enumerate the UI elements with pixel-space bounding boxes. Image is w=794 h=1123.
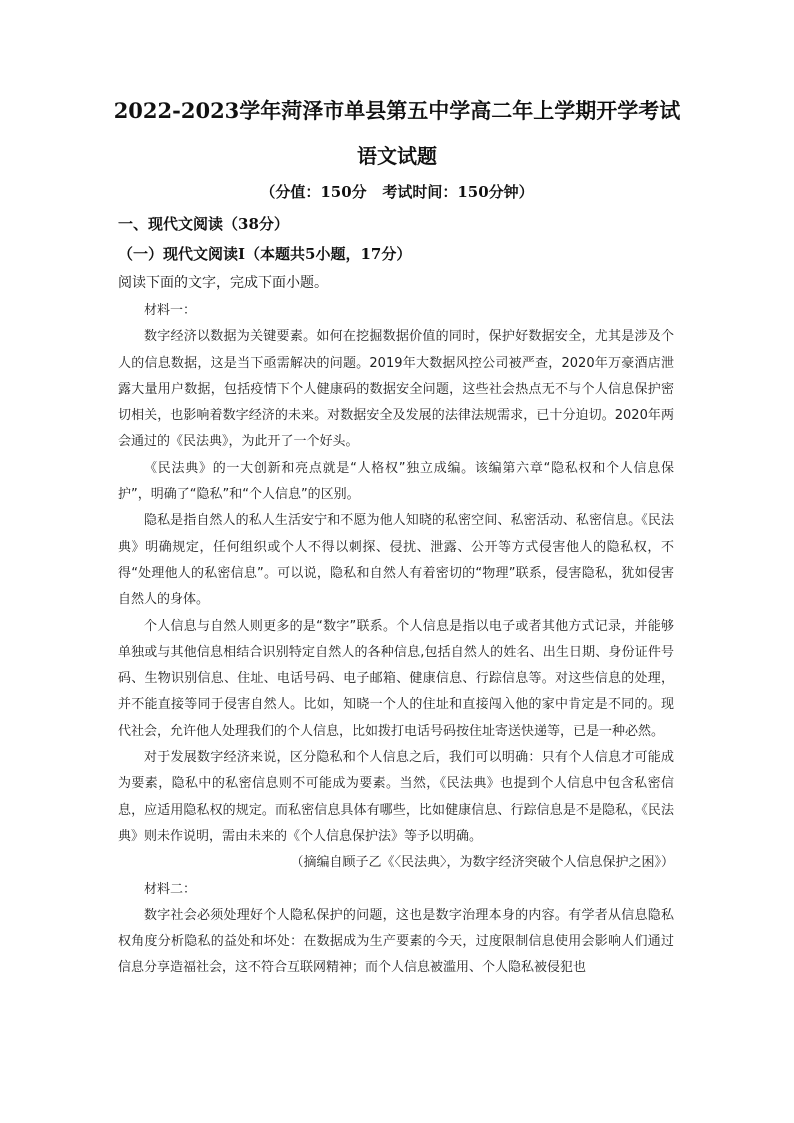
- material-two-paragraph: 数字社会必须处理好个人隐私保护的问题，这也是数字治理本身的内容。有学者从信息隐私权角度分析隐私的益处和坏处：在数据成为生产要素的今天，过度限制信息使用会影响人们通过信息分享造福社会，这不符合互联网精神；而个人信息被滥用、个人隐私被侵犯也: [118, 907, 674, 976]
- exam-info: （分值：150分 考试时间：150分钟）: [260, 183, 534, 201]
- material-one-paragraph: 对于发展数字经济来说，区分隐私和个人信息之后，我们可以明确：只有个人信息才可能成为要素，隐私中的私密信息则不可能成为要素。当然，《民法典》也提到个人信息中包含私密信息，应适用隐私权的规定。而私密信息具体有哪些，比如健康信息、行踪信息是不是隐私，《民法典》则未作说明，需由未来的《个人信息保护法》等予以明确。: [118, 750, 674, 844]
- material-one-source: （摘编自顾子乙《〈民法典〉，为数字经济突破个人信息保护之困》）: [290, 855, 674, 871]
- reading-passage: [118, 298, 674, 982]
- section-heading-part-one: 一、现代文阅读（38分）: [118, 215, 289, 233]
- reading-instruction: 阅读下面的文字，完成下面小题。: [118, 275, 328, 291]
- material-one-paragraph: 《民法典》的一大创新和亮点就是“人格权”独立成编。该编第六章“隐私权和个人信息保护”，明确了“隐私”和“个人信息”的区别。: [118, 460, 674, 503]
- material-one-paragraph: 个人信息与自然人则更多的是“数字”联系。个人信息是指以电子或者其他方式记录，并能够单独或与其他信息相结合识别特定自然人的各种信息,包括自然人的姓名、出生日期、身份证件号码、生物识别信息、住址、电话号码、电子邮箱、健康信息、行踪信息等。对这些信息的处理，并不能直接等同于侵害自然人。比如，知晓一个人的住址和直接闯入他的家中肯定是不同的。现代社会，允许他人处理我们的个人信息，比如拨打电话号码按住址寄送快递等，已是一种必然。: [118, 618, 674, 739]
- exam-title: 2022-2023学年菏泽市单县第五中学高二年上学期开学考试: [113, 98, 681, 123]
- material-two-label: 材料二：: [144, 881, 197, 897]
- material-one-paragraph: 隐私是指自然人的私人生活安宁和不愿为他人知晓的私密空间、私密活动、私密信息。《民法典》明确规定，任何组织或个人不得以刺探、侵扰、泄露、公开等方式侵害他人的隐私权，不得“处理他人的私密信息”。可以说，隐私和自然人有着密切的“物理”联系，侵害隐私，犹如侵害自然人的身体。: [118, 513, 674, 608]
- material-one-label: 材料一：: [144, 303, 197, 318]
- material-one-paragraph: 数字经济以数据为关键要素。如何在挖掘数据价值的同时，保护好数据安全，尤其是涉及个人的信息数据，这是当下亟需解决的问题。2019年大数据风控公司被严查，2020年万豪酒店泄露大量用户数据，包括疫情下个人健康码的数据安全问题，这些社会热点无不与个人信息保护密切相关，也影响着数字经济的未来。对数据安全及发展的法律法规需求，已十分迫切。2020年两会通过的《民法典》，为此开了一个好头。: [118, 329, 674, 450]
- section-heading-reading-one: （一）现代文阅读Ⅰ（本题共5小题，17分）: [118, 245, 412, 263]
- exam-subtitle: 语文试题: [357, 144, 437, 168]
